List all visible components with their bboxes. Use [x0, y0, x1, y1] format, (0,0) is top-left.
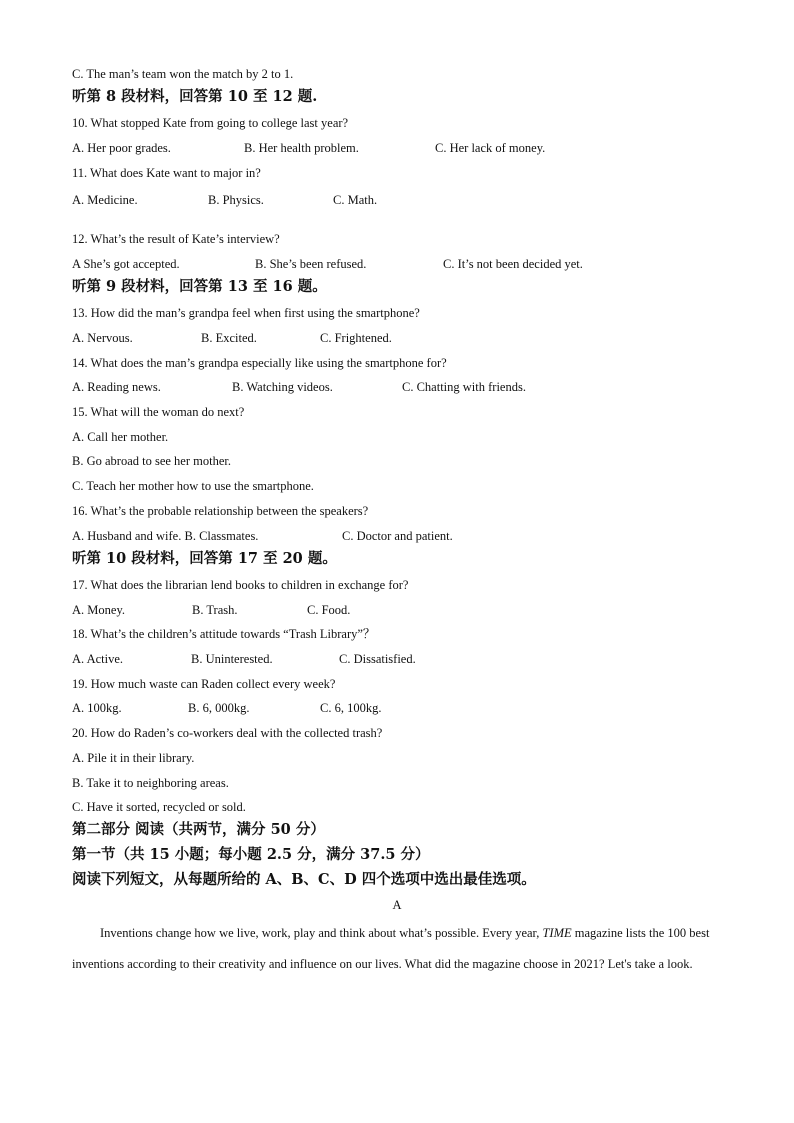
option-b: B. Excited.	[201, 331, 257, 345]
magazine-name: TIME	[542, 926, 572, 940]
options-14	[72, 379, 526, 395]
paragraph-text-end: magazine lists the 100 best inventions according to their creativity and influence on our lives. What did the magazine choose in 2021? Let's take a look.	[72, 926, 710, 971]
paragraph-text-start: Inventions change how we live, work, play and think about what’s possible. Every year,	[100, 926, 543, 940]
option-c: C. Frightened.	[320, 331, 392, 345]
option-a: A. Active.	[72, 652, 124, 666]
question-11: 11. What does Kate want to major in?	[72, 166, 261, 180]
question-18: 18. What’s the children’s attitude towards “Trash Library”？	[72, 627, 376, 641]
section-heading-9: 听第 9 段材料，回答第 13 至 16 题。	[72, 278, 327, 295]
option-20-c: C. Have it sorted, recycled or sold.	[72, 800, 246, 814]
option-15-c: C. Teach her mother how to use the smartphone.	[72, 479, 314, 493]
question-12: 12. What’s the result of Kate’s interview?	[72, 232, 280, 246]
options-16	[72, 528, 453, 544]
option-a-b: A. Husband and wife. B. Classmates.	[72, 529, 259, 543]
options-19	[72, 700, 382, 716]
question-14: 14. What does the man’s grandpa especially like using the smartphone for?	[72, 356, 447, 370]
option-b: B. Watching videos.	[232, 380, 333, 394]
option-b: B. Her health problem.	[244, 141, 359, 155]
question-19: 19. How much waste can Raden collect every week?	[72, 677, 336, 691]
option-15-b: B. Go abroad to see her mother.	[72, 454, 231, 468]
options-10	[72, 140, 546, 156]
option-a: A. Her poor grades.	[72, 141, 171, 155]
options-13	[72, 330, 392, 346]
section-heading-10: 听第 10 段材料，回答第 17 至 20 题。	[72, 550, 337, 567]
option-b: B. Trash.	[192, 603, 238, 617]
option-a: A. Nervous.	[72, 331, 133, 345]
section-one-heading: 第一节（共 15 小题；每小题 2.5 分，满分 37.5 分）	[72, 846, 430, 863]
option-20-a: A. Pile it in their library.	[72, 751, 195, 765]
question-13: 13. How did the man’s grandpa feel when first using the smartphone?	[72, 306, 420, 320]
question-15: 15. What will the woman do next?	[72, 405, 245, 419]
option-b: B. 6, 000kg.	[188, 701, 250, 715]
option-c: C. Dissatisfied.	[339, 652, 416, 666]
options-11	[72, 192, 378, 208]
option-c: C. Her lack of money.	[435, 141, 546, 155]
option-a: A. Money.	[72, 603, 126, 617]
option-b: B. Uninterested.	[191, 652, 273, 666]
option-b: B. She’s been refused.	[255, 257, 367, 271]
option-15-a: A. Call her mother.	[72, 430, 169, 444]
question-16: 16. What’s the probable relationship between the speakers?	[72, 504, 369, 518]
option-20-b: B. Take it to neighboring areas.	[72, 776, 229, 790]
section-heading-8: 听第 8 段材料，回答第 10 至 12 题.	[72, 88, 318, 105]
option-c: C. Food.	[307, 603, 351, 617]
question-10: 10. What stopped Kate from going to college last year?	[72, 116, 349, 130]
option-c: C. It’s not been decided yet.	[443, 257, 583, 271]
question-17: 17. What does the librarian lend books to children in exchange for?	[72, 578, 409, 592]
option-c: C. Doctor and patient.	[342, 529, 453, 543]
part-two-heading: 第二部分 阅读（共两节，满分 50 分）	[72, 821, 325, 838]
option-c: C. Math.	[333, 193, 378, 207]
option-c-previous: C. The man’s team won the match by 2 to 1.	[72, 67, 294, 81]
options-12	[72, 256, 583, 272]
option-b: B. Physics.	[208, 193, 264, 207]
options-18	[72, 651, 416, 667]
passage-letter: A	[392, 898, 402, 912]
option-a: A She’s got accepted.	[72, 257, 180, 271]
option-a: A. 100kg.	[72, 701, 122, 715]
option-c: C. 6, 100kg.	[320, 701, 382, 715]
option-a: A. Reading news.	[72, 380, 161, 394]
option-c: C. Chatting with friends.	[402, 380, 526, 394]
question-20: 20. How do Raden’s co-workers deal with the collected trash?	[72, 726, 383, 740]
option-a: A. Medicine.	[72, 193, 138, 207]
options-17	[72, 602, 351, 618]
reading-instructions: 阅读下列短文，从每题所给的 A、B、C、D 四个选项中选出最佳选项。	[72, 871, 536, 888]
passage-paragraph	[72, 918, 722, 980]
